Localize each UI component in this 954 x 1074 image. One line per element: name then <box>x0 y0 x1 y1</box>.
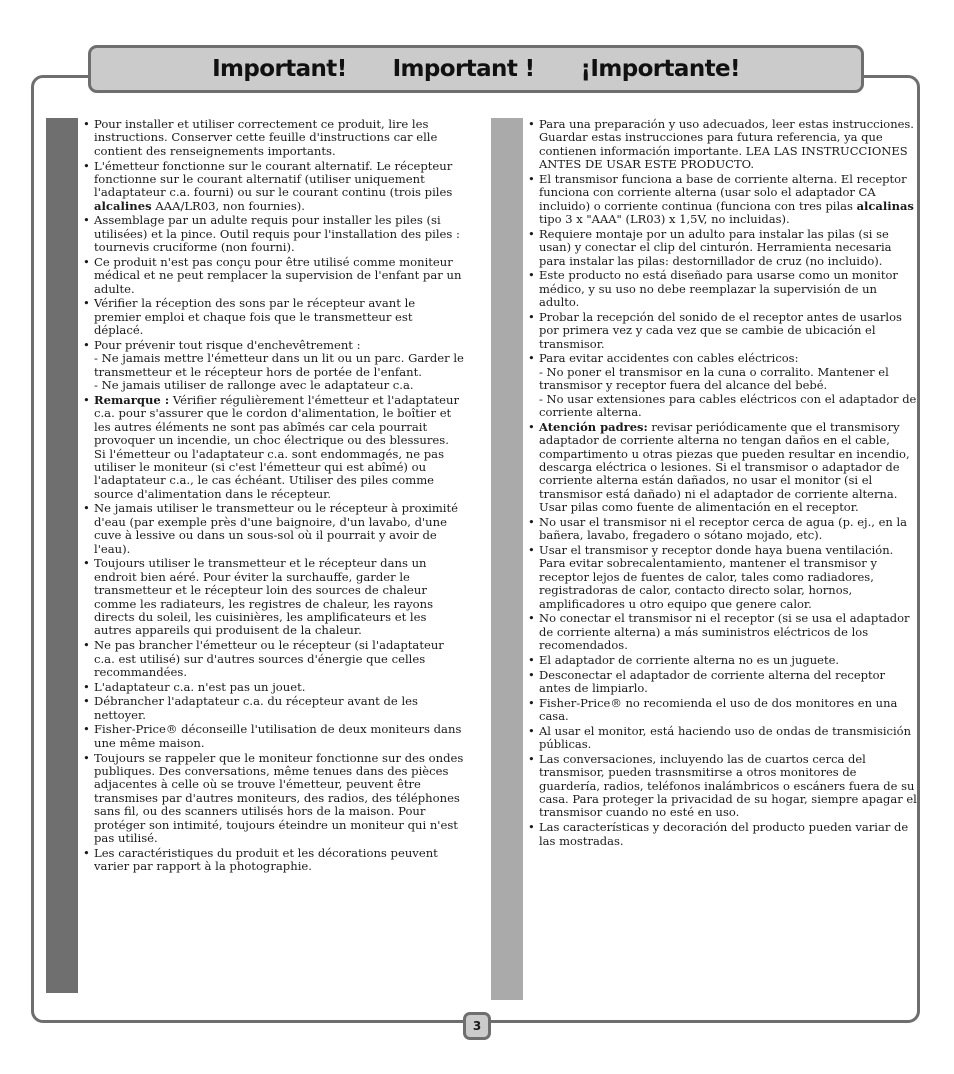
item-text: Para una preparación y uso adecuados, leer estas instrucciones. Guardar estas instrucciones para futura referencia, ya que contienen información importante. LEA LAS INSTRUCCIONES ANTES DE USAR ESTE PRODUCTO. <box>539 117 914 172</box>
list-item <box>83 160 464 214</box>
item-text: No usar el transmisor ni el receptor cerca de agua (p. ej., en la bañera, lavabo, fregadero o sótano mojado, etc). <box>539 514 907 543</box>
spanish-warnings-list <box>528 118 917 849</box>
list-item <box>528 725 917 752</box>
header-banner <box>88 45 864 93</box>
list-item <box>528 821 917 848</box>
item-text: L'adaptateur c.a. n'est pas un jouet. <box>94 679 306 694</box>
item-text: L'émetteur fonctionne sur le courant alternatif. Le récepteur fonctionne sur le courant alternatif (utiliser uniquement l'adaptateur c.a. fourni) ou sur le courant continu (trois piles <box>94 158 453 200</box>
item-text: Requiere montaje por un adulto para instalar las pilas (si se usan) y conectar el clip del cinturón. Herramienta necesaria para instalar las pilas: destornillador de cruz (no incluido). <box>539 226 892 268</box>
item-text: Débrancher l'adaptateur c.a. du récepteur avant de les nettoyer. <box>94 694 418 722</box>
list-item <box>83 847 464 874</box>
item-text: Toujours utiliser le transmetteur et le récepteur dans un endroit bien aéré. Pour éviter la surchauffe, garder le transmetteur et le récepteur loin des sources de chaleur comme les radiateurs, les registres de chaleur, les rayons directs du soleil, les cuisinières, les amplificateurs et les autres appareils qui produisent de la chaleur. <box>94 556 434 638</box>
list-item <box>83 256 464 296</box>
item-text: Ce produit n'est pas conçu pour être utilisé comme moniteur médical et ne peut remplacer la supervision de l'enfant par un adulte. <box>94 254 462 296</box>
item-text: Las características y decoración del producto pueden variar de las mostradas. <box>539 820 909 848</box>
item-text: Probar la recepción del sonido de el receptor antes de usarlos por primera vez y cada vez que se cambie de ubicación el transmisor. <box>539 309 902 351</box>
list-item <box>528 228 917 268</box>
list-item <box>528 269 917 309</box>
sub-item: - No usar extensiones para cables eléctricos con el adaptador de corriente alterna. <box>539 391 917 420</box>
item-text: Pour prévenir tout risque d'enchevêtrement : <box>94 337 361 352</box>
item-bold-text: alcalines <box>94 198 152 213</box>
item-text: Las conversaciones, incluyendo las de cuartos cerca del transmisor, pueden trasnsmitirse a otros monitores de guardería, radios, teléfonos inalámbricos o escáners fuera de su casa. Para proteger la privacidad de su hogar, siempre apagar el transmisor cuando no esté en uso. <box>539 751 917 820</box>
list-item <box>83 723 464 750</box>
list-item <box>83 695 464 722</box>
item-text: Pour installer et utiliser correctement ce produit, lire les instructions. Conserver cette feuille d'instructions car elle contient des renseignements importants. <box>94 117 438 158</box>
sub-item: - Ne jamais mettre l'émetteur dans un lit ou un parc. Garder le transmetteur et le récepteur hors de portée de l'enfant. <box>94 351 464 379</box>
list-item <box>528 669 917 696</box>
list-item <box>528 697 917 724</box>
title-french: Important ! <box>392 56 535 82</box>
list-item <box>83 752 464 846</box>
list-item <box>83 557 464 637</box>
item-text: El adaptador de corriente alterna no es un juguete. <box>539 652 840 667</box>
item-text: No conectar el transmisor ni el receptor (si se usa el adaptador de corriente alterna) a más suministros eléctricos de los recomendados. <box>539 611 910 653</box>
french-warnings-list <box>83 118 464 875</box>
list-item <box>528 118 917 172</box>
sub-item: - No poner el transmisor en la cuna o corralito. Mantener el transmisor y receptor fuera del alcance del bebé. <box>539 364 889 393</box>
item-text: Assemblage par un adulte requis pour installer les piles (si utilisées) et la pince. Outil requis pour l'installation des piles : tournevis cruciforme (non fourni). <box>94 213 460 255</box>
item-text-continued: revisar periódicamente que el transmisory adaptador de corriente alterna no tengan daños en el cable, compartimento u otras piezas que pueden resultar en incendio, descarga eléctrica o lesiones. Si el transmisor o adaptador de corriente alterna están dañados, no usar el monitor (si el transmisor está dañado) ni el adaptador de corriente alterna. Usar pilas como fuente de alimentación en el receptor. <box>539 419 910 515</box>
list-item <box>528 612 917 652</box>
list-item <box>528 311 917 351</box>
item-text-continued: AAA/LR03, non fournies). <box>151 198 305 213</box>
item-text-continued: Vérifier régulièrement l'émetteur et l'adaptateur c.a. pour s'assurer que le cordon d'alimentation, le boîtier et les autres éléments ne sont pas abîmés car cela pourrait provoquer un incendie, un choc électrique ou des blessures. Si l'émetteur ou l'adaptateur c.a. sont endommagés, ne pas utiliser le moniteur (si c'est l'émetteur qui est abîmé) ou l'adaptateur c.a., le cas échéant. Utiliser des piles comme source d'alimentation dans le récepteur. <box>94 392 460 501</box>
list-item <box>528 352 917 419</box>
item-text: Fisher-Price® no recomienda el uso de dos monitores en una casa. <box>539 695 898 724</box>
item-text: Este producto no está diseñado para usarse como un monitor médico, y su uso no debe reemplazar la supervisión de un adulto. <box>539 268 898 310</box>
list-item <box>83 339 464 393</box>
list-item <box>528 421 917 515</box>
item-bold-text: Remarque : <box>94 392 170 407</box>
list-item <box>528 516 917 543</box>
list-item <box>83 681 464 694</box>
item-text: Desconectar el adaptador de corriente alterna del receptor antes de limpiarlo. <box>539 667 886 695</box>
item-text-continued: tipo 3 x "AAA" (LR03) x 1,5V, no incluidas). <box>539 212 790 227</box>
item-bold-text: Atención padres: <box>539 419 648 434</box>
item-text: Ne jamais utiliser le transmetteur ou le récepteur à proximité d'eau (par exemple près d'une baignoire, d'un lavabo, d'une cuve à lessive ou dans un sous-sol où il pourrait y avoir de l'eau). <box>94 501 459 556</box>
title-english: Important! <box>212 56 347 82</box>
list-item <box>83 297 464 337</box>
title-spanish: ¡Importante! <box>580 56 740 82</box>
list-item <box>528 654 917 667</box>
list-item <box>83 502 464 556</box>
list-item <box>83 394 464 501</box>
item-text: Les caractéristiques du produit et les décorations peuvent varier par rapport à la photographie. <box>94 845 438 874</box>
item-text: Vérifier la réception des sons par le récepteur avant le premier emploi et chaque fois que le transmetteur est déplacé. <box>94 296 416 338</box>
list-item <box>528 173 917 227</box>
page-number: 3 <box>463 1012 491 1040</box>
list-item <box>83 639 464 679</box>
item-bold-text: alcalinas <box>856 198 914 213</box>
spanish-side-stripe <box>491 118 523 1000</box>
list-item <box>83 214 464 254</box>
list-item <box>528 544 917 611</box>
sub-item: - Ne jamais utiliser de rallonge avec le adaptateur c.a. <box>94 378 414 393</box>
item-text: Usar el transmisor y receptor donde haya buena ventilación. Para evitar sobrecalentamiento, mantener el transmisor y receptor lejos de fuentes de calor, tales como radiadores, registradoras de calor, contacto directo solar, hornos, amplificadores u otro equipo que genere calor. <box>539 542 894 611</box>
item-text: El transmisor funciona a base de corriente alterna. El receptor funciona con corriente alterna (usar solo el adaptador CA incluido) o corriente continua (funciona con tres pilas <box>539 171 907 213</box>
list-item <box>528 753 917 820</box>
french-side-stripe <box>46 118 78 993</box>
list-item <box>83 118 464 158</box>
item-text: Fisher-Price® déconseille l'utilisation de deux moniteurs dans une même maison. <box>94 722 462 750</box>
item-text: Al usar el monitor, está haciendo uso de ondas de transmisición públicas. <box>539 723 912 752</box>
item-text: Toujours se rappeler que le moniteur fonctionne sur des ondes publiques. Des conversations, même tenues dans des pièces adjacentes à celle où se trouve l'émetteur, peuvent être transmises par d'autres moniteurs, des radios, des téléphones sans fil, ou des scanners utilisés hors de la maison. Pour protéger son intimité, toujours éteindre un moniteur qui n'est pas utilisé. <box>94 750 464 845</box>
item-text: Ne pas brancher l'émetteur ou le récepteur (si l'adaptateur c.a. est utilisé) sur d'autres sources d'énergie que celles recommandées. <box>94 638 444 679</box>
item-text: Para evitar accidentes con cables eléctricos: <box>539 351 799 366</box>
